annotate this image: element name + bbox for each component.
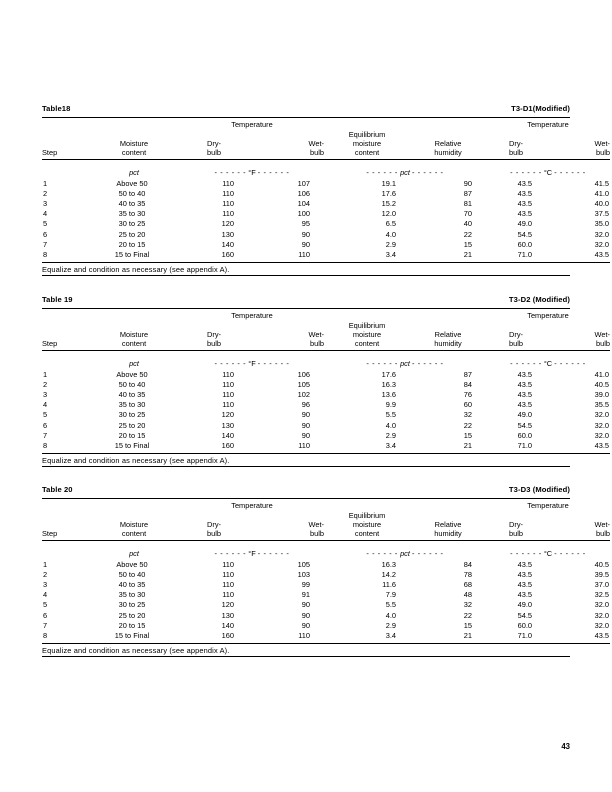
cell-equilibrium-moisture-content: 5.5: [385, 600, 396, 610]
cell-dry-bulb-f: 130: [221, 420, 234, 430]
units-row: [42, 351, 610, 370]
table-row: [42, 189, 610, 199]
cell-dry-bulb-c: 49.0: [517, 219, 532, 229]
header-dry-bulb-f: Dry- bulb: [207, 138, 221, 157]
header-equilibrium-moisture-content: Equilibrium moisture content: [348, 129, 386, 157]
cell-dry-bulb-c: 43.5: [517, 188, 532, 198]
cell-step: 1: [43, 559, 48, 569]
cell-relative-humidity: 15: [463, 430, 472, 440]
cell-moisture-content: 15 to Final: [114, 250, 150, 260]
table-row: [42, 431, 610, 441]
cell-dry-bulb-f: 130: [221, 610, 234, 620]
header-equilibrium-moisture-content: Equilibrium moisture content: [348, 320, 386, 348]
cell-moisture-content: 25 to 20: [118, 610, 146, 620]
cell-wet-bulb-c: 40.5: [594, 559, 609, 569]
table-row: [42, 240, 610, 250]
cell-dry-bulb-f: 110: [222, 188, 234, 198]
cell-step: 4: [43, 400, 48, 410]
cell-dry-bulb-c: 49.0: [517, 600, 532, 610]
cell-dry-bulb-c: 43.5: [517, 209, 532, 219]
unit-fahrenheit: - - - - - - °F - - - - - -: [214, 548, 290, 558]
header-group-row: [42, 499, 610, 511]
header-wet-bulb-f: Wet- bulb: [308, 138, 324, 157]
cell-wet-bulb-f: 100: [297, 209, 310, 219]
table-caption-schedule: T3-D2 (Modified): [508, 295, 570, 304]
cell-wet-bulb-f: 90: [301, 620, 310, 630]
table-row: [42, 390, 610, 400]
cell-relative-humidity: 60: [463, 400, 472, 410]
cell-dry-bulb-f: 110: [222, 559, 234, 569]
unit-fahrenheit: - - - - - - °F - - - - - -: [214, 358, 290, 368]
table-caption-number: Table 20: [42, 485, 73, 494]
cell-dry-bulb-f: 120: [221, 219, 234, 229]
table-caption: [42, 485, 570, 494]
unit-pct-left: pct: [129, 358, 139, 368]
header-relative-humidity: Relative humidity: [434, 138, 462, 157]
cell-dry-bulb-f: 120: [221, 410, 234, 420]
cell-step: 8: [43, 631, 48, 641]
table-block-18: [42, 104, 610, 276]
cell-step: 7: [43, 620, 48, 630]
cell-equilibrium-moisture-content: 16.3: [381, 379, 396, 389]
header-dry-bulb-c: Dry- bulb: [509, 329, 523, 348]
table-caption-schedule: T3-D1(Modified): [511, 104, 570, 113]
cell-dry-bulb-c: 71.0: [517, 250, 532, 260]
table-row: [42, 560, 610, 570]
cell-wet-bulb-c: 32.0: [594, 430, 609, 440]
cell-wet-bulb-c: 37.0: [594, 580, 609, 590]
cell-moisture-content: 15 to Final: [114, 631, 150, 641]
cell-moisture-content: 35 to 30: [118, 209, 146, 219]
cell-step: 6: [43, 420, 48, 430]
cell-moisture-content: 15 to Final: [114, 441, 150, 451]
cell-moisture-content: 20 to 15: [118, 239, 146, 249]
cell-equilibrium-moisture-content: 11.6: [382, 580, 396, 590]
header-group-temperature-f: Temperature: [231, 311, 273, 320]
header-group-row: [42, 309, 610, 321]
cell-dry-bulb-c: 71.0: [517, 441, 532, 451]
table-block-19: [42, 295, 610, 467]
table-bottom-rule: [42, 466, 570, 467]
cell-dry-bulb-c: 43.5: [517, 390, 532, 400]
cell-relative-humidity: 84: [463, 559, 472, 569]
cell-equilibrium-moisture-content: 3.4: [385, 631, 396, 641]
cell-wet-bulb-c: 41.0: [594, 188, 609, 198]
cell-wet-bulb-f: 90: [301, 600, 310, 610]
cell-wet-bulb-f: 91: [301, 590, 310, 600]
cell-dry-bulb-c: 43.5: [517, 379, 532, 389]
cell-wet-bulb-f: 105: [297, 559, 310, 569]
cell-step: 2: [43, 569, 48, 579]
cell-moisture-content: 35 to 30: [118, 400, 146, 410]
table-row: [42, 209, 610, 219]
cell-step: 5: [43, 219, 48, 229]
cell-relative-humidity: 22: [463, 229, 472, 239]
cell-equilibrium-moisture-content: 2.9: [385, 430, 396, 440]
header-group-row: [42, 118, 610, 130]
cell-dry-bulb-c: 43.5: [517, 369, 532, 379]
drying-schedule-table: [42, 118, 610, 275]
cell-moisture-content: 25 to 20: [118, 420, 146, 430]
header-moisture-content: Moisture content: [119, 329, 149, 348]
cell-relative-humidity: 48: [463, 590, 472, 600]
cell-equilibrium-moisture-content: 2.9: [385, 239, 396, 249]
drying-schedule-table: [42, 309, 610, 466]
cell-wet-bulb-c: 37.5: [594, 209, 609, 219]
cell-dry-bulb-c: 43.5: [517, 400, 532, 410]
cell-step: 8: [43, 441, 48, 451]
table-note-row: [42, 641, 610, 656]
cell-wet-bulb-c: 39.0: [594, 390, 609, 400]
table-row: [42, 600, 610, 610]
cell-wet-bulb-f: 110: [298, 250, 310, 260]
unit-pct-left: pct: [129, 548, 139, 558]
header-group-temperature-c: Temperature: [527, 501, 569, 510]
cell-dry-bulb-f: 160: [221, 250, 234, 260]
table-caption-schedule: T3-D3 (Modified): [508, 485, 570, 494]
header-row: [42, 511, 610, 540]
cell-dry-bulb-f: 110: [222, 580, 234, 590]
table-caption-number: Table 19: [42, 295, 73, 304]
cell-wet-bulb-f: 103: [297, 569, 310, 579]
table-row: [42, 631, 610, 641]
table-note: Equalize and condition as necessary (see appendix A).: [42, 643, 610, 656]
cell-dry-bulb-f: 160: [221, 441, 234, 451]
cell-wet-bulb-f: 99: [301, 580, 310, 590]
cell-dry-bulb-f: 110: [222, 400, 234, 410]
table-caption: [42, 295, 570, 304]
table-row: [42, 199, 610, 209]
table-row: [42, 179, 610, 189]
cell-dry-bulb-c: 54.5: [517, 229, 532, 239]
cell-equilibrium-moisture-content: 4.0: [385, 420, 396, 430]
cell-wet-bulb-f: 90: [301, 430, 310, 440]
unit-celsius: - - - - - - °C - - - - - -: [510, 358, 586, 368]
cell-wet-bulb-f: 110: [298, 441, 310, 451]
cell-step: 5: [43, 600, 48, 610]
cell-step: 7: [43, 239, 48, 249]
cell-relative-humidity: 22: [463, 420, 472, 430]
cell-equilibrium-moisture-content: 4.0: [385, 229, 396, 239]
cell-dry-bulb-c: 43.5: [517, 569, 532, 579]
table-note: Equalize and condition as necessary (see appendix A).: [42, 262, 610, 275]
cell-wet-bulb-f: 90: [301, 420, 310, 430]
cell-moisture-content: 50 to 40: [118, 569, 146, 579]
table-block-20: [42, 485, 610, 657]
cell-relative-humidity: 90: [463, 178, 472, 188]
cell-step: 6: [43, 610, 48, 620]
cell-step: 5: [43, 410, 48, 420]
units-row: [42, 541, 610, 560]
cell-equilibrium-moisture-content: 4.0: [385, 610, 396, 620]
cell-moisture-content: 30 to 25: [118, 410, 146, 420]
cell-dry-bulb-c: 60.0: [517, 620, 532, 630]
header-wet-bulb-f: Wet- bulb: [308, 329, 324, 348]
cell-wet-bulb-c: 32.5: [594, 590, 609, 600]
cell-moisture-content: 30 to 25: [118, 600, 146, 610]
header-wet-bulb-c: Wet- bulb: [594, 138, 610, 157]
cell-dry-bulb-c: 54.5: [517, 420, 532, 430]
cell-dry-bulb-c: 43.5: [517, 178, 532, 188]
cell-wet-bulb-c: 35.5: [594, 400, 609, 410]
table-bottom-rule: [42, 275, 570, 276]
cell-moisture-content: Above 50: [116, 178, 148, 188]
cell-wet-bulb-c: 41.0: [594, 369, 609, 379]
unit-pct-right: - - - - - - pct - - - - - -: [366, 167, 444, 177]
header-dry-bulb-c: Dry- bulb: [509, 138, 523, 157]
cell-equilibrium-moisture-content: 17.6: [381, 369, 396, 379]
cell-relative-humidity: 32: [463, 410, 472, 420]
cell-wet-bulb-f: 105: [297, 379, 310, 389]
cell-wet-bulb-c: 32.0: [594, 420, 609, 430]
drying-schedule-table: [42, 499, 610, 656]
cell-relative-humidity: 81: [463, 199, 472, 209]
cell-step: 1: [43, 178, 48, 188]
cell-relative-humidity: 21: [463, 441, 472, 451]
cell-wet-bulb-c: 35.0: [594, 219, 609, 229]
cell-equilibrium-moisture-content: 9.9: [385, 400, 396, 410]
cell-moisture-content: 40 to 35: [118, 390, 146, 400]
cell-equilibrium-moisture-content: 3.4: [385, 441, 396, 451]
header-group-temperature-c: Temperature: [527, 311, 569, 320]
cell-dry-bulb-f: 110: [222, 390, 234, 400]
table-row: [42, 621, 610, 631]
table-note-row: [42, 260, 610, 275]
table-caption: [42, 104, 570, 113]
cell-equilibrium-moisture-content: 14.2: [381, 569, 396, 579]
table-row: [42, 410, 610, 420]
cell-moisture-content: 30 to 25: [118, 219, 146, 229]
cell-equilibrium-moisture-content: 16.3: [381, 559, 396, 569]
header-row: [42, 321, 610, 350]
cell-wet-bulb-c: 43.5: [594, 631, 609, 641]
cell-dry-bulb-f: 110: [222, 569, 234, 579]
cell-relative-humidity: 15: [463, 620, 472, 630]
cell-moisture-content: Above 50: [116, 559, 148, 569]
table-row: [42, 590, 610, 600]
cell-moisture-content: 50 to 40: [118, 188, 146, 198]
cell-dry-bulb-f: 130: [221, 229, 234, 239]
cell-dry-bulb-f: 160: [221, 631, 234, 641]
table-row: [42, 441, 610, 451]
table-caption-number: Table18: [42, 104, 71, 113]
cell-step: 4: [43, 590, 48, 600]
cell-wet-bulb-c: 43.5: [594, 441, 609, 451]
cell-step: 3: [43, 199, 48, 209]
cell-wet-bulb-c: 32.0: [594, 239, 609, 249]
cell-wet-bulb-c: 32.0: [594, 620, 609, 630]
cell-step: 3: [43, 390, 48, 400]
cell-dry-bulb-c: 43.5: [517, 580, 532, 590]
page-number: 43: [561, 742, 570, 751]
cell-relative-humidity: 21: [463, 631, 472, 641]
cell-wet-bulb-f: 106: [297, 369, 310, 379]
units-row: [42, 160, 610, 179]
cell-wet-bulb-f: 107: [297, 178, 310, 188]
cell-wet-bulb-f: 102: [297, 390, 310, 400]
cell-wet-bulb-c: 32.0: [594, 600, 609, 610]
cell-moisture-content: Above 50: [116, 369, 148, 379]
cell-relative-humidity: 40: [463, 219, 472, 229]
cell-relative-humidity: 32: [463, 600, 472, 610]
table-row: [42, 580, 610, 590]
cell-wet-bulb-f: 90: [301, 239, 310, 249]
cell-step: 8: [43, 250, 48, 260]
cell-step: 4: [43, 209, 48, 219]
cell-dry-bulb-f: 110: [222, 369, 234, 379]
cell-dry-bulb-f: 110: [222, 199, 234, 209]
unit-fahrenheit: - - - - - - °F - - - - - -: [214, 167, 290, 177]
table-row: [42, 611, 610, 621]
cell-dry-bulb-f: 110: [222, 209, 234, 219]
table-note-row: [42, 451, 610, 466]
header-moisture-content: Moisture content: [119, 519, 149, 538]
cell-dry-bulb-c: 54.5: [517, 610, 532, 620]
unit-celsius: - - - - - - °C - - - - - -: [510, 548, 586, 558]
header-equilibrium-moisture-content: Equilibrium moisture content: [348, 510, 386, 538]
cell-equilibrium-moisture-content: 6.5: [385, 219, 396, 229]
cell-dry-bulb-f: 120: [221, 600, 234, 610]
header-dry-bulb-f: Dry- bulb: [207, 519, 221, 538]
cell-dry-bulb-c: 60.0: [517, 239, 532, 249]
cell-dry-bulb-c: 43.5: [517, 590, 532, 600]
cell-wet-bulb-c: 32.0: [594, 410, 609, 420]
cell-dry-bulb-f: 110: [222, 178, 234, 188]
header-step: Step: [42, 147, 58, 157]
table-note: Equalize and condition as necessary (see appendix A).: [42, 453, 610, 466]
cell-dry-bulb-f: 110: [222, 379, 234, 389]
cell-relative-humidity: 15: [463, 239, 472, 249]
cell-equilibrium-moisture-content: 15.2: [381, 199, 396, 209]
cell-relative-humidity: 76: [463, 390, 472, 400]
cell-wet-bulb-c: 40.5: [594, 379, 609, 389]
cell-relative-humidity: 87: [463, 188, 472, 198]
cell-moisture-content: 50 to 40: [118, 379, 146, 389]
table-row: [42, 230, 610, 240]
header-wet-bulb-f: Wet- bulb: [308, 519, 324, 538]
cell-wet-bulb-f: 90: [301, 410, 310, 420]
cell-moisture-content: 40 to 35: [118, 580, 146, 590]
cell-dry-bulb-f: 140: [221, 430, 234, 440]
header-dry-bulb-c: Dry- bulb: [509, 519, 523, 538]
cell-moisture-content: 25 to 20: [118, 229, 146, 239]
header-group-temperature-f: Temperature: [231, 501, 273, 510]
header-group-temperature-c: Temperature: [527, 120, 569, 129]
cell-relative-humidity: 21: [463, 250, 472, 260]
cell-wet-bulb-f: 95: [301, 219, 310, 229]
header-wet-bulb-c: Wet- bulb: [594, 519, 610, 538]
table-row: [42, 421, 610, 431]
cell-wet-bulb-c: 41.5: [594, 178, 609, 188]
header-relative-humidity: Relative humidity: [434, 519, 462, 538]
cell-wet-bulb-c: 32.0: [594, 610, 609, 620]
cell-relative-humidity: 68: [463, 580, 472, 590]
table-bottom-rule: [42, 656, 570, 657]
header-group-temperature-f: Temperature: [231, 120, 273, 129]
cell-step: 3: [43, 580, 48, 590]
unit-pct-right: - - - - - - pct - - - - - -: [366, 548, 444, 558]
cell-moisture-content: 35 to 30: [118, 590, 146, 600]
cell-dry-bulb-f: 110: [222, 590, 234, 600]
cell-relative-humidity: 78: [463, 569, 472, 579]
cell-wet-bulb-c: 32.0: [594, 229, 609, 239]
cell-relative-humidity: 70: [463, 209, 472, 219]
cell-wet-bulb-f: 106: [297, 188, 310, 198]
header-wet-bulb-c: Wet- bulb: [594, 329, 610, 348]
cell-dry-bulb-c: 60.0: [517, 430, 532, 440]
cell-equilibrium-moisture-content: 19.1: [381, 178, 396, 188]
cell-dry-bulb-f: 140: [221, 239, 234, 249]
unit-pct-left: pct: [129, 167, 139, 177]
cell-dry-bulb-f: 140: [221, 620, 234, 630]
cell-wet-bulb-c: 43.5: [594, 250, 609, 260]
cell-step: 7: [43, 430, 48, 440]
cell-equilibrium-moisture-content: 17.6: [381, 188, 396, 198]
header-dry-bulb-f: Dry- bulb: [207, 329, 221, 348]
header-step: Step: [42, 528, 58, 538]
cell-dry-bulb-c: 71.0: [517, 631, 532, 641]
cell-moisture-content: 40 to 35: [118, 199, 146, 209]
cell-equilibrium-moisture-content: 12.0: [381, 209, 396, 219]
header-relative-humidity: Relative humidity: [434, 329, 462, 348]
table-row: [42, 570, 610, 580]
cell-dry-bulb-c: 43.5: [517, 559, 532, 569]
table-row: [42, 250, 610, 260]
cell-equilibrium-moisture-content: 5.5: [385, 410, 396, 420]
cell-dry-bulb-c: 43.5: [517, 199, 532, 209]
cell-equilibrium-moisture-content: 7.9: [385, 590, 396, 600]
header-moisture-content: Moisture content: [119, 138, 149, 157]
cell-wet-bulb-f: 110: [298, 631, 310, 641]
cell-relative-humidity: 87: [463, 369, 472, 379]
cell-step: 2: [43, 379, 48, 389]
cell-moisture-content: 20 to 15: [118, 620, 146, 630]
cell-step: 6: [43, 229, 48, 239]
cell-wet-bulb-c: 40.0: [594, 199, 609, 209]
header-step: Step: [42, 338, 58, 348]
cell-relative-humidity: 84: [463, 379, 472, 389]
header-row: [42, 130, 610, 159]
unit-pct-right: - - - - - - pct - - - - - -: [366, 358, 444, 368]
cell-relative-humidity: 22: [463, 610, 472, 620]
cell-wet-bulb-c: 39.5: [594, 569, 609, 579]
cell-wet-bulb-f: 90: [301, 610, 310, 620]
cell-equilibrium-moisture-content: 3.4: [385, 250, 396, 260]
cell-step: 1: [43, 369, 48, 379]
cell-equilibrium-moisture-content: 2.9: [385, 620, 396, 630]
table-row: [42, 380, 610, 390]
cell-moisture-content: 20 to 15: [118, 430, 146, 440]
cell-wet-bulb-f: 96: [301, 400, 310, 410]
unit-celsius: - - - - - - °C - - - - - -: [510, 167, 586, 177]
cell-wet-bulb-f: 90: [301, 229, 310, 239]
table-row: [42, 400, 610, 410]
cell-wet-bulb-f: 104: [297, 199, 310, 209]
table-row: [42, 370, 610, 380]
cell-dry-bulb-c: 49.0: [517, 410, 532, 420]
cell-equilibrium-moisture-content: 13.6: [381, 390, 396, 400]
cell-step: 2: [43, 188, 48, 198]
table-row: [42, 219, 610, 229]
